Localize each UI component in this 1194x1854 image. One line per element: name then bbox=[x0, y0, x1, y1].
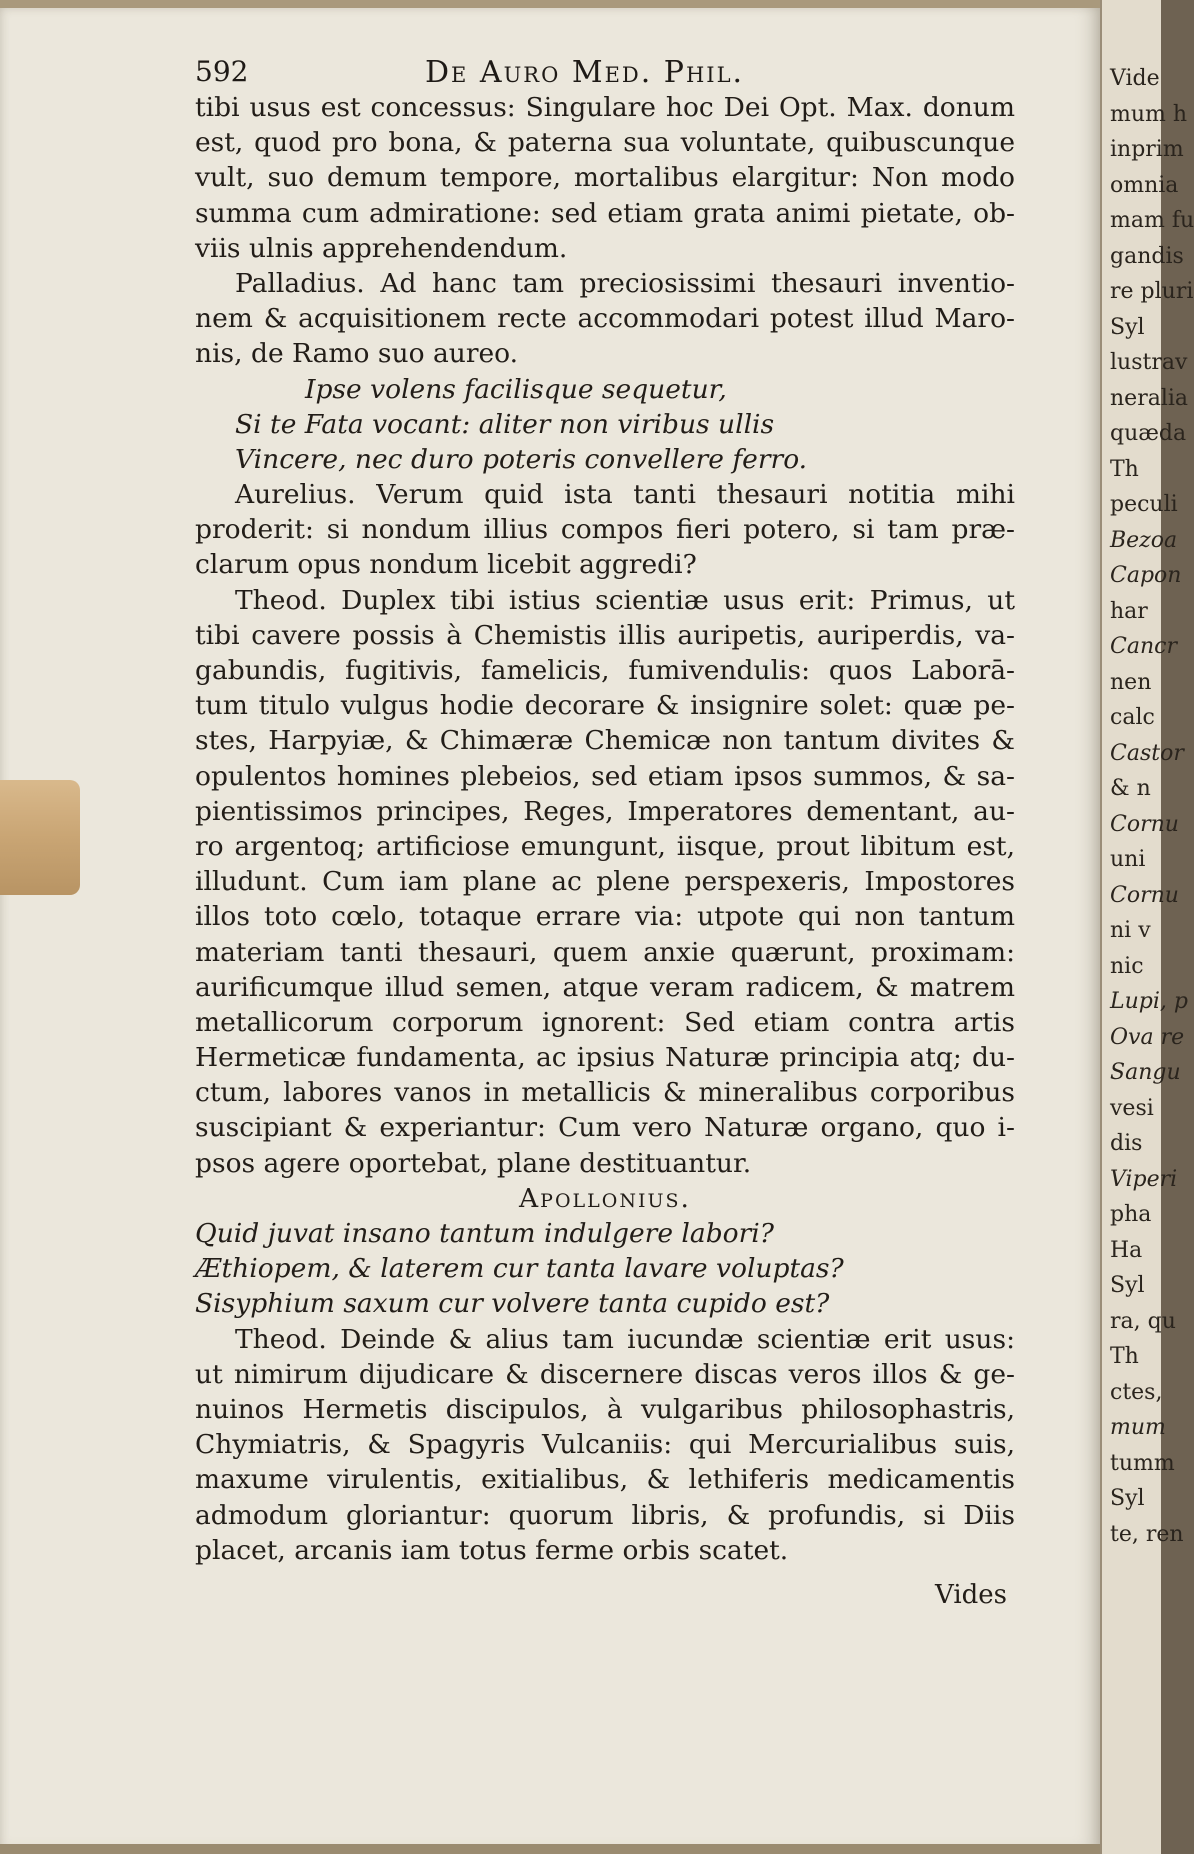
adjacent-margin-fragment: calc bbox=[1110, 705, 1155, 730]
adjacent-margin-fragment: ra, qu bbox=[1110, 1308, 1176, 1334]
text-line: suscipiant & experiantur: Cum vero Naturæ organo, quo i- bbox=[195, 1112, 1015, 1144]
text-line: ctum, labores vanos in metallicis & mineralibus corporibus bbox=[195, 1077, 1015, 1109]
text-line: Theod. Deinde & alius tam iucundæ scientiæ erit usus: bbox=[235, 1323, 1015, 1355]
text-line: tum titulo vulgus hodie decorare & insignire solet: quæ pe- bbox=[195, 690, 1015, 722]
text-line: nem & acquisitionem recte accommodari potest illud Maro- bbox=[195, 303, 1015, 335]
text-line: aurificumque illud semen, atque veram radicem, & matrem bbox=[195, 971, 1015, 1003]
text-line: clarum opus nondum licebit aggredi? bbox=[195, 549, 697, 581]
adjacent-margin-fragment: nen bbox=[1110, 669, 1152, 695]
running-head bbox=[195, 55, 1015, 95]
catchword: Vides bbox=[935, 1580, 1008, 1610]
page-number: 592 bbox=[195, 55, 249, 88]
adjacent-margin-fragment: uni bbox=[1110, 847, 1146, 872]
adjacent-margin-fragment: gandis bbox=[1110, 243, 1184, 269]
adjacent-margin-fragment: Lupi, p bbox=[1110, 989, 1188, 1014]
adjacent-margin-fragment: Syl bbox=[1110, 1273, 1145, 1298]
adjacent-margin-fragment: Th bbox=[1110, 1344, 1139, 1369]
page-bottom-edge bbox=[0, 1844, 1100, 1854]
adjacent-margin-fragment: & n bbox=[1110, 776, 1151, 801]
adjacent-margin-fragment: Viperi bbox=[1110, 1166, 1178, 1192]
adjacent-margin-fragment: mum bbox=[1110, 1415, 1166, 1440]
text-line: summa cum admiratione: sed etiam grata animi pietate, ob- bbox=[195, 197, 1015, 229]
text-line: admodum gloriantur: quorum libris, & profundis, si Diis bbox=[195, 1499, 1015, 1531]
text-line: nuinos Hermetis discipulos, à vulgaribus philosophastris, bbox=[195, 1393, 1015, 1425]
text-line: Apollonius. bbox=[519, 1182, 691, 1214]
adjacent-margin-fragment: Cornu bbox=[1110, 882, 1179, 908]
text-line: tibi cavere possis à Chemistis illis auripetis, auriperdis, va- bbox=[195, 619, 1015, 651]
text-line: psos agere oportebat, plane destituantur. bbox=[195, 1147, 752, 1179]
text-line: Aurelius. Verum quid ista tanti thesauri notitia mihi bbox=[235, 479, 1015, 511]
adjacent-margin-fragment: Ova re bbox=[1110, 1024, 1185, 1050]
adjacent-margin-fragment: Bezoa bbox=[1110, 527, 1178, 553]
text-line: maxume virulentis, exitialibus, & lethiferis medicamentis bbox=[195, 1464, 1015, 1496]
text-line: Ipse volens facilisque sequetur, bbox=[305, 373, 727, 405]
page-top-edge bbox=[0, 0, 1100, 8]
adjacent-margin-fragment: re pluri bbox=[1110, 279, 1194, 304]
text-line: Vincere, nec duro poteris convellere ferro. bbox=[235, 443, 808, 475]
text-line: illos toto cœlo, totaque errare via: utpote qui non tantum bbox=[195, 901, 1015, 933]
adjacent-margin-fragment: lustrav bbox=[1110, 350, 1188, 375]
adjacent-margin-fragment: Ha bbox=[1110, 1237, 1143, 1263]
adjacent-margin-fragment: Capon bbox=[1110, 563, 1182, 588]
text-line: proderit: si nondum illius compos fieri potero, si tam præ- bbox=[195, 514, 1015, 546]
adjacent-margin-fragment: ni v bbox=[1110, 918, 1151, 943]
adjacent-margin-fragment: tumm bbox=[1110, 1450, 1175, 1476]
adjacent-margin-fragment: Castor bbox=[1110, 740, 1184, 766]
adjacent-margin-fragment: Vide bbox=[1110, 66, 1160, 91]
text-line: Æthiopem, & laterem cur tanta lavare voluptas? bbox=[195, 1253, 844, 1285]
text-line: Quid juvat insano tantum indulgere labori? bbox=[195, 1218, 774, 1249]
text-line: est, quod pro bona, & paterna sua voluntate, quibuscunque bbox=[195, 127, 1015, 159]
text-line: vult, suo demum tempore, mortalibus elargitur: Non modo bbox=[195, 162, 1015, 194]
text-line: nis, de Ramo suo aureo. bbox=[195, 338, 519, 370]
text-line: materiam tanti thesauri, quem anxie quærunt, proximam: bbox=[195, 936, 1015, 968]
adjacent-margin-fragment: pha bbox=[1110, 1202, 1152, 1227]
text-line: Si te Fata vocant: aliter non viribus ullis bbox=[235, 408, 775, 440]
adjacent-margin-fragment: Syl bbox=[1110, 1486, 1145, 1511]
adjacent-margin-fragment: ctes, bbox=[1110, 1379, 1163, 1405]
text-line: Theod. Duplex tibi istius scientiæ usus erit: Primus, ut bbox=[235, 584, 1015, 616]
adjacent-margin-fragment: har bbox=[1110, 598, 1148, 624]
text-line: gabundis, fugitivis, famelicis, fumivendulis: quos Laborā- bbox=[195, 655, 1015, 686]
adjacent-page-margin bbox=[1100, 0, 1194, 1854]
page-fore-edge-tab bbox=[0, 780, 80, 895]
adjacent-margin-fragment: Cancr bbox=[1110, 634, 1177, 659]
adjacent-margin-fragment: Syl bbox=[1110, 314, 1145, 340]
adjacent-margin-fragment: omnia bbox=[1110, 172, 1179, 198]
adjacent-margin-fragment: Sangu bbox=[1110, 1060, 1181, 1085]
adjacent-margin-fragment: nic bbox=[1110, 953, 1144, 979]
adjacent-margin-fragment: mam fu bbox=[1110, 208, 1194, 233]
text-line: Hermeticæ fundamenta, ac ipsius Naturæ principia atq; du- bbox=[195, 1042, 1015, 1074]
text-line: tibi usus est concessus: Singulare hoc Dei Opt. Max. donum bbox=[195, 92, 1015, 123]
text-line: illudunt. Cum iam plane ac plene perspexeris, Impostores bbox=[195, 866, 1015, 898]
body-text bbox=[195, 90, 1015, 1568]
adjacent-margin-fragment: dis bbox=[1110, 1131, 1143, 1156]
text-line: viis ulnis apprehendendum. bbox=[195, 232, 568, 264]
adjacent-margin-fragment: te, ren bbox=[1110, 1521, 1184, 1547]
text-line: ut nimirum dijudicare & discernere discas veros illos & ge- bbox=[195, 1358, 1015, 1390]
text-line: pientissimos principes, Reges, Imperatores dementant, au- bbox=[195, 795, 1015, 827]
adjacent-margin-fragment: Cornu bbox=[1110, 811, 1179, 837]
adjacent-margin-fragment: peculi bbox=[1110, 492, 1178, 517]
text-line: metallicorum corporum ignorent: Sed etiam contra artis bbox=[195, 1006, 1015, 1038]
running-title: De Auro Med. Phil. bbox=[425, 55, 745, 90]
adjacent-margin-fragment: inprim bbox=[1110, 137, 1184, 162]
text-line: stes, Harpyiæ, & Chimæræ Chemicæ non tantum divites & bbox=[195, 725, 1015, 757]
text-line: ro argentoq; artificiose emungunt, iisque, prout libitum est, bbox=[195, 830, 1015, 862]
adjacent-margin-fragment: neralia bbox=[1110, 385, 1189, 411]
text-line: Palladius. Ad hanc tam preciosissimi thesauri inventio- bbox=[235, 267, 1015, 299]
text-line: placet, arcanis iam totus ferme orbis scatet. bbox=[195, 1534, 789, 1566]
adjacent-margin-fragment: vesi bbox=[1110, 1095, 1154, 1121]
adjacent-margin-fragment: Th bbox=[1110, 456, 1139, 482]
text-line: Sisyphium saxum cur volvere tanta cupido est? bbox=[195, 1288, 830, 1320]
text-line: Chymiatris, & Spagyris Vulcaniis: qui Mercurialibus suis, bbox=[195, 1429, 1015, 1461]
adjacent-margin-fragment: quæda bbox=[1110, 421, 1187, 446]
adjacent-margin-fragment: mum h bbox=[1110, 101, 1188, 127]
text-line: opulentos homines plebeios, sed etiam ipsos summos, & sa- bbox=[195, 760, 1015, 792]
